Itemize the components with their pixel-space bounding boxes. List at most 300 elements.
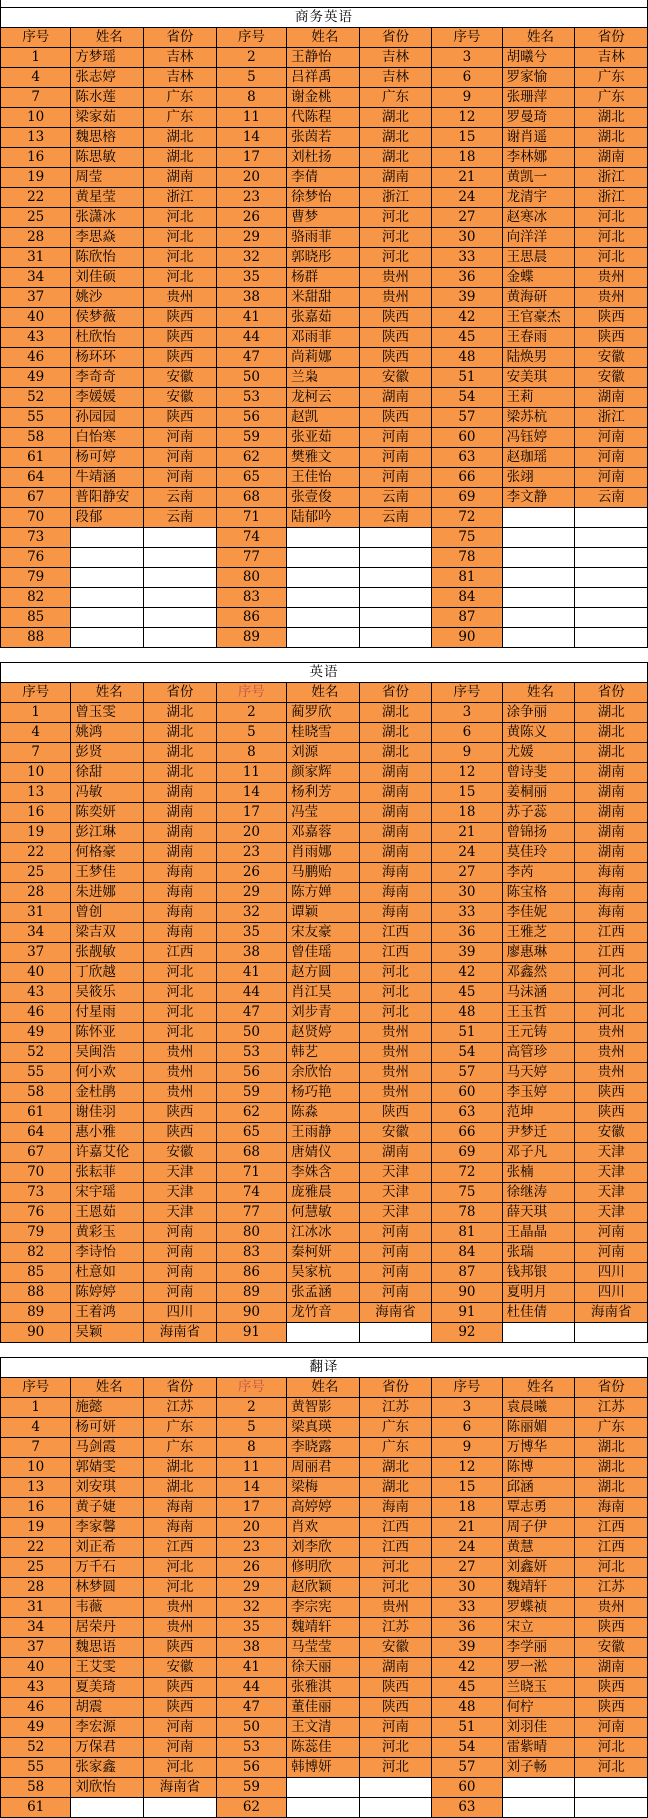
- cell-province[interactable]: 贵州: [359, 1023, 432, 1043]
- cell-seq[interactable]: 26: [216, 208, 286, 228]
- cell-seq[interactable]: 66: [432, 1123, 502, 1143]
- cell-province[interactable]: 陕西: [359, 1698, 432, 1718]
- cell-seq[interactable]: 66: [432, 468, 502, 488]
- cell-seq[interactable]: 21: [432, 168, 502, 188]
- cell-seq[interactable]: 12: [432, 108, 502, 128]
- cell-province[interactable]: 河北: [144, 983, 217, 1003]
- cell-seq[interactable]: 49: [1, 368, 71, 388]
- cell-seq[interactable]: 29: [216, 1578, 286, 1598]
- cell-province[interactable]: 河南: [359, 1263, 432, 1283]
- cell-province[interactable]: 湖北: [144, 1478, 217, 1498]
- cell-province[interactable]: 陕西: [144, 308, 217, 328]
- cell-seq[interactable]: 73: [1, 528, 71, 548]
- cell-province[interactable]: 海南: [575, 903, 648, 923]
- cell-province[interactable]: 陕西: [359, 348, 432, 368]
- cell-province[interactable]: 湖南: [359, 843, 432, 863]
- cell-seq[interactable]: 91: [216, 1323, 286, 1343]
- cell-province[interactable]: 海南: [359, 883, 432, 903]
- cell-province[interactable]: 陕西: [575, 308, 648, 328]
- cell-seq[interactable]: 61: [1, 1103, 71, 1123]
- cell-name[interactable]: 姜桐丽: [502, 783, 575, 803]
- cell-seq[interactable]: 58: [1, 428, 71, 448]
- cell-seq[interactable]: 8: [216, 88, 286, 108]
- cell-province[interactable]: 贵州: [144, 1043, 217, 1063]
- cell-seq[interactable]: 23: [216, 1538, 286, 1558]
- cell-name[interactable]: 杨可婷: [71, 448, 144, 468]
- cell-province[interactable]: 陕西: [575, 1103, 648, 1123]
- cell-seq[interactable]: 39: [432, 943, 502, 963]
- cell-province[interactable]: 云南: [144, 508, 217, 528]
- cell-province[interactable]: [575, 588, 648, 608]
- cell-province[interactable]: 陕西: [359, 1678, 432, 1698]
- cell-seq[interactable]: 68: [216, 488, 286, 508]
- cell-seq[interactable]: 69: [432, 488, 502, 508]
- cell-seq[interactable]: 19: [1, 168, 71, 188]
- cell-seq[interactable]: 41: [216, 963, 286, 983]
- cell-seq[interactable]: 74: [216, 1183, 286, 1203]
- cell-province[interactable]: 江西: [144, 943, 217, 963]
- cell-seq[interactable]: 18: [432, 1498, 502, 1518]
- cell-province[interactable]: 安徽: [144, 368, 217, 388]
- cell-name[interactable]: 肖雨娜: [287, 843, 360, 863]
- cell-name[interactable]: 冯敏: [71, 783, 144, 803]
- cell-province[interactable]: 湖南: [144, 843, 217, 863]
- cell-seq[interactable]: 32: [216, 903, 286, 923]
- cell-province[interactable]: 河北: [359, 983, 432, 1003]
- cell-name[interactable]: 庞雅晨: [287, 1183, 360, 1203]
- cell-seq[interactable]: 5: [216, 1418, 286, 1438]
- cell-seq[interactable]: 44: [216, 328, 286, 348]
- cell-name[interactable]: 李奇奇: [71, 368, 144, 388]
- cell-name[interactable]: 魏靖轩: [502, 1578, 575, 1598]
- cell-seq[interactable]: 54: [432, 1043, 502, 1063]
- cell-seq[interactable]: 46: [1, 1698, 71, 1718]
- cell-province[interactable]: 四川: [575, 1263, 648, 1283]
- cell-seq[interactable]: 10: [1, 1458, 71, 1478]
- cell-name[interactable]: 龙柯云: [287, 388, 360, 408]
- cell-name[interactable]: 丁欣越: [71, 963, 144, 983]
- cell-province[interactable]: 河北: [359, 1558, 432, 1578]
- header-province[interactable]: 省份: [144, 683, 217, 703]
- cell-province[interactable]: 广东: [359, 88, 432, 108]
- cell-seq[interactable]: 19: [1, 823, 71, 843]
- section-gap[interactable]: [1, 1343, 648, 1358]
- cell-province[interactable]: 贵州: [575, 1023, 648, 1043]
- cell-name[interactable]: 周丽君: [287, 1458, 360, 1478]
- cell-province[interactable]: 湖北: [359, 723, 432, 743]
- cell-province[interactable]: 贵州: [144, 1598, 217, 1618]
- cell-name[interactable]: 马莹莹: [287, 1638, 360, 1658]
- cell-seq[interactable]: 13: [1, 128, 71, 148]
- cell-province[interactable]: 天津: [575, 1163, 648, 1183]
- cell-seq[interactable]: 53: [216, 388, 286, 408]
- cell-seq[interactable]: 40: [1, 308, 71, 328]
- cell-name[interactable]: 王元铸: [502, 1023, 575, 1043]
- cell-seq[interactable]: 1: [1, 703, 71, 723]
- cell-province[interactable]: 河北: [359, 1003, 432, 1023]
- cell-name[interactable]: 张靓敏: [71, 943, 144, 963]
- cell-province[interactable]: 河北: [575, 208, 648, 228]
- cell-seq[interactable]: 20: [216, 823, 286, 843]
- cell-seq[interactable]: 90: [432, 1283, 502, 1303]
- cell-seq[interactable]: 81: [432, 1223, 502, 1243]
- cell-province[interactable]: 海南省: [144, 1323, 217, 1343]
- cell-province[interactable]: 贵州: [359, 288, 432, 308]
- cell-seq[interactable]: 36: [432, 1618, 502, 1638]
- cell-name[interactable]: 刘正希: [71, 1538, 144, 1558]
- cell-province[interactable]: [359, 588, 432, 608]
- cell-province[interactable]: 天津: [575, 1143, 648, 1163]
- cell-seq[interactable]: 15: [432, 1478, 502, 1498]
- cell-seq[interactable]: 25: [1, 863, 71, 883]
- cell-seq[interactable]: 47: [216, 1698, 286, 1718]
- cell-seq[interactable]: 89: [1, 1303, 71, 1323]
- cell-name[interactable]: 徐甜: [71, 763, 144, 783]
- cell-name[interactable]: 宋宇瑶: [71, 1183, 144, 1203]
- cell-name[interactable]: 王春雨: [502, 328, 575, 348]
- cell-name[interactable]: 董佳丽: [287, 1698, 360, 1718]
- cell-province[interactable]: [359, 1778, 432, 1798]
- cell-name[interactable]: 金杜鹃: [71, 1083, 144, 1103]
- cell-name[interactable]: 徐梦怡: [287, 188, 360, 208]
- cell-name[interactable]: 尹梦迁: [502, 1123, 575, 1143]
- cell-seq[interactable]: 2: [216, 703, 286, 723]
- cell-province[interactable]: 湖南: [575, 783, 648, 803]
- cell-province[interactable]: 安徽: [575, 348, 648, 368]
- cell-name[interactable]: [287, 1778, 360, 1798]
- cell-seq[interactable]: 4: [1, 723, 71, 743]
- cell-province[interactable]: 湖北: [575, 1478, 648, 1498]
- cell-name[interactable]: 林梦圆: [71, 1578, 144, 1598]
- cell-name[interactable]: 钱邦银: [502, 1263, 575, 1283]
- cell-province[interactable]: 天津: [359, 1183, 432, 1203]
- cell-name[interactable]: 刘佳硕: [71, 268, 144, 288]
- cell-province[interactable]: 云南: [575, 488, 648, 508]
- cell-name[interactable]: 黄星莹: [71, 188, 144, 208]
- cell-name[interactable]: 赵寒冰: [502, 208, 575, 228]
- cell-name[interactable]: 彭江琳: [71, 823, 144, 843]
- header-name[interactable]: 姓名: [287, 683, 360, 703]
- cell-province[interactable]: 天津: [359, 1163, 432, 1183]
- cell-province[interactable]: 湖北: [575, 1458, 648, 1478]
- cell-name[interactable]: 李玉婷: [502, 1083, 575, 1103]
- cell-province[interactable]: 江西: [575, 923, 648, 943]
- cell-seq[interactable]: 72: [432, 1163, 502, 1183]
- cell-province[interactable]: 湖北: [359, 148, 432, 168]
- cell-seq[interactable]: 85: [1, 1263, 71, 1283]
- header-name[interactable]: 姓名: [502, 28, 575, 48]
- cell-name[interactable]: [71, 528, 144, 548]
- cell-seq[interactable]: 63: [432, 1798, 502, 1818]
- cell-province[interactable]: 贵州: [144, 288, 217, 308]
- cell-province[interactable]: [575, 1798, 648, 1818]
- cell-province[interactable]: [575, 1323, 648, 1343]
- cell-seq[interactable]: 14: [216, 783, 286, 803]
- cell-province[interactable]: 安徽: [359, 1638, 432, 1658]
- cell-province[interactable]: 浙江: [575, 408, 648, 428]
- cell-province[interactable]: 贵州: [359, 268, 432, 288]
- cell-seq[interactable]: 51: [432, 368, 502, 388]
- cell-name[interactable]: [502, 608, 575, 628]
- cell-seq[interactable]: 10: [1, 763, 71, 783]
- cell-province[interactable]: 湖北: [575, 108, 648, 128]
- cell-seq[interactable]: 88: [1, 1283, 71, 1303]
- cell-seq[interactable]: 49: [1, 1718, 71, 1738]
- cell-name[interactable]: 王艾雯: [71, 1658, 144, 1678]
- cell-name[interactable]: 苏子蕊: [502, 803, 575, 823]
- cell-name[interactable]: 居荣丹: [71, 1618, 144, 1638]
- cell-province[interactable]: 湖南: [575, 843, 648, 863]
- cell-seq[interactable]: 33: [432, 1598, 502, 1618]
- header-province[interactable]: 省份: [575, 1378, 648, 1398]
- cell-seq[interactable]: 67: [1, 488, 71, 508]
- cell-province[interactable]: 河南: [575, 1243, 648, 1263]
- cell-seq[interactable]: 7: [1, 1438, 71, 1458]
- cell-province[interactable]: 江西: [575, 1518, 648, 1538]
- cell-province[interactable]: 河南: [144, 1718, 217, 1738]
- cell-seq[interactable]: 67: [1, 1143, 71, 1163]
- cell-province[interactable]: 河北: [359, 1758, 432, 1778]
- cell-name[interactable]: 谭颖: [287, 903, 360, 923]
- cell-name[interactable]: 李媛媛: [71, 388, 144, 408]
- cell-name[interactable]: 代陈程: [287, 108, 360, 128]
- cell-name[interactable]: 宋立: [502, 1618, 575, 1638]
- cell-name[interactable]: 陈怀亚: [71, 1023, 144, 1043]
- cell-province[interactable]: 河北: [359, 963, 432, 983]
- cell-province[interactable]: 湖北: [144, 128, 217, 148]
- cell-name[interactable]: 陈方婵: [287, 883, 360, 903]
- cell-seq[interactable]: 43: [1, 328, 71, 348]
- cell-seq[interactable]: 56: [216, 408, 286, 428]
- cell-province[interactable]: [144, 1798, 217, 1818]
- cell-name[interactable]: 王莉: [502, 388, 575, 408]
- cell-name[interactable]: 姚鸿: [71, 723, 144, 743]
- cell-name[interactable]: 张翊: [502, 468, 575, 488]
- cell-seq[interactable]: 22: [1, 843, 71, 863]
- cell-name[interactable]: 姚沙: [71, 288, 144, 308]
- cell-seq[interactable]: 26: [216, 863, 286, 883]
- cell-seq[interactable]: 45: [432, 328, 502, 348]
- cell-province[interactable]: 浙江: [144, 188, 217, 208]
- cell-name[interactable]: [287, 588, 360, 608]
- cell-name[interactable]: 陈博: [502, 1458, 575, 1478]
- cell-name[interactable]: 张雅淇: [287, 1678, 360, 1698]
- cell-seq[interactable]: 48: [432, 1003, 502, 1023]
- cell-province[interactable]: 河北: [144, 963, 217, 983]
- cell-seq[interactable]: 35: [216, 923, 286, 943]
- cell-name[interactable]: 许嘉艾伦: [71, 1143, 144, 1163]
- cell-province[interactable]: 江苏: [359, 1398, 432, 1418]
- cell-province[interactable]: 海南: [144, 1518, 217, 1538]
- cell-province[interactable]: 贵州: [575, 1063, 648, 1083]
- cell-name[interactable]: 江冰冰: [287, 1223, 360, 1243]
- cell-name[interactable]: 罗家愉: [502, 68, 575, 88]
- cell-name[interactable]: 张孟涵: [287, 1283, 360, 1303]
- cell-name[interactable]: 陈婷婷: [71, 1283, 144, 1303]
- cell-province[interactable]: 河北: [359, 208, 432, 228]
- cell-name[interactable]: 薛天琪: [502, 1203, 575, 1223]
- cell-seq[interactable]: 17: [216, 803, 286, 823]
- cell-seq[interactable]: 30: [432, 883, 502, 903]
- cell-seq[interactable]: 78: [432, 1203, 502, 1223]
- cell-name[interactable]: 普阳静安: [71, 488, 144, 508]
- cell-name[interactable]: [287, 568, 360, 588]
- cell-seq[interactable]: 37: [1, 288, 71, 308]
- cell-name[interactable]: 白怡寒: [71, 428, 144, 448]
- cell-province[interactable]: 湖北: [144, 763, 217, 783]
- cell-province[interactable]: 湖南: [575, 803, 648, 823]
- cell-province[interactable]: 湖北: [359, 128, 432, 148]
- cell-name[interactable]: 张家鑫: [71, 1758, 144, 1778]
- cell-province[interactable]: 河南: [575, 428, 648, 448]
- cell-seq[interactable]: 15: [432, 128, 502, 148]
- cell-province[interactable]: 贵州: [144, 1618, 217, 1638]
- cell-seq[interactable]: 90: [432, 628, 502, 648]
- cell-name[interactable]: 蔺罗欣: [287, 703, 360, 723]
- cell-seq[interactable]: 63: [432, 1103, 502, 1123]
- cell-seq[interactable]: 30: [432, 1578, 502, 1598]
- cell-name[interactable]: 王晶晶: [502, 1223, 575, 1243]
- cell-name[interactable]: 安美琪: [502, 368, 575, 388]
- cell-province[interactable]: 安徽: [144, 1658, 217, 1678]
- cell-seq[interactable]: 70: [1, 508, 71, 528]
- cell-seq[interactable]: 78: [432, 548, 502, 568]
- cell-province[interactable]: 安徽: [359, 1123, 432, 1143]
- cell-name[interactable]: 李家馨: [71, 1518, 144, 1538]
- cell-province[interactable]: 河北: [144, 248, 217, 268]
- cell-seq[interactable]: 45: [432, 983, 502, 1003]
- cell-province[interactable]: 河南: [359, 448, 432, 468]
- cell-name[interactable]: 魏思榕: [71, 128, 144, 148]
- cell-seq[interactable]: 17: [216, 148, 286, 168]
- cell-province[interactable]: 湖北: [144, 723, 217, 743]
- cell-seq[interactable]: 31: [1, 903, 71, 923]
- cell-name[interactable]: 陈丽媚: [502, 1418, 575, 1438]
- cell-name[interactable]: 马鹏贻: [287, 863, 360, 883]
- cell-seq[interactable]: 92: [432, 1323, 502, 1343]
- cell-seq[interactable]: 84: [432, 588, 502, 608]
- cell-province[interactable]: 湖南: [575, 148, 648, 168]
- cell-name[interactable]: [502, 528, 575, 548]
- header-province[interactable]: 省份: [359, 683, 432, 703]
- cell-seq[interactable]: 87: [432, 608, 502, 628]
- cell-province[interactable]: 江苏: [575, 1398, 648, 1418]
- cell-province[interactable]: [144, 548, 217, 568]
- cell-name[interactable]: 刘羽佳: [502, 1718, 575, 1738]
- cell-seq[interactable]: 28: [1, 228, 71, 248]
- cell-seq[interactable]: 38: [216, 288, 286, 308]
- cell-name[interactable]: 陈欣怡: [71, 248, 144, 268]
- header-seq[interactable]: 序号: [216, 683, 286, 703]
- cell-seq[interactable]: 60: [432, 428, 502, 448]
- cell-seq[interactable]: 46: [1, 1003, 71, 1023]
- cell-seq[interactable]: 72: [432, 508, 502, 528]
- cell-seq[interactable]: 52: [1, 388, 71, 408]
- cell-name[interactable]: [71, 568, 144, 588]
- cell-province[interactable]: 陕西: [359, 408, 432, 428]
- cell-name[interactable]: 罗曼琦: [502, 108, 575, 128]
- cell-seq[interactable]: 82: [1, 1243, 71, 1263]
- cell-seq[interactable]: 57: [432, 408, 502, 428]
- cell-name[interactable]: 李芮: [502, 863, 575, 883]
- cell-name[interactable]: 王文清: [287, 1718, 360, 1738]
- cell-seq[interactable]: 1: [1, 1398, 71, 1418]
- cell-seq[interactable]: 13: [1, 1478, 71, 1498]
- header-name[interactable]: 姓名: [71, 1378, 144, 1398]
- cell-seq[interactable]: 64: [1, 1123, 71, 1143]
- cell-seq[interactable]: 6: [432, 1418, 502, 1438]
- cell-seq[interactable]: 28: [1, 1578, 71, 1598]
- cell-seq[interactable]: 71: [216, 508, 286, 528]
- cell-province[interactable]: 吉林: [359, 68, 432, 88]
- cell-name[interactable]: 雷紫晴: [502, 1738, 575, 1758]
- header-name[interactable]: 姓名: [502, 1378, 575, 1398]
- cell-name[interactable]: 何柠: [502, 1698, 575, 1718]
- cell-province[interactable]: 河南: [575, 468, 648, 488]
- header-seq[interactable]: 序号: [1, 1378, 71, 1398]
- cell-name[interactable]: 米甜甜: [287, 288, 360, 308]
- cell-province[interactable]: 河北: [575, 228, 648, 248]
- cell-province[interactable]: 天津: [359, 1203, 432, 1223]
- cell-province[interactable]: 吉林: [359, 48, 432, 68]
- cell-seq[interactable]: 12: [432, 763, 502, 783]
- cell-name[interactable]: 周莹: [71, 168, 144, 188]
- cell-province[interactable]: 贵州: [575, 288, 648, 308]
- cell-name[interactable]: 杜佳倩: [502, 1303, 575, 1323]
- cell-seq[interactable]: 74: [216, 528, 286, 548]
- cell-seq[interactable]: 17: [216, 1498, 286, 1518]
- cell-seq[interactable]: 77: [216, 548, 286, 568]
- top-spacer-cell[interactable]: [1, 0, 648, 8]
- cell-province[interactable]: 贵州: [359, 1043, 432, 1063]
- cell-name[interactable]: [287, 1323, 360, 1343]
- cell-name[interactable]: 张楠: [502, 1163, 575, 1183]
- cell-name[interactable]: 朱进娜: [71, 883, 144, 903]
- cell-name[interactable]: 黄智影: [287, 1398, 360, 1418]
- cell-province[interactable]: 河南: [359, 428, 432, 448]
- cell-seq[interactable]: 61: [1, 448, 71, 468]
- cell-province[interactable]: 河北: [575, 1003, 648, 1023]
- cell-province[interactable]: [359, 568, 432, 588]
- cell-province[interactable]: 天津: [144, 1183, 217, 1203]
- cell-province[interactable]: 广东: [575, 68, 648, 88]
- cell-seq[interactable]: 26: [216, 1558, 286, 1578]
- cell-name[interactable]: 何慧敏: [287, 1203, 360, 1223]
- cell-province[interactable]: 浙江: [359, 188, 432, 208]
- cell-name[interactable]: 杜欣怡: [71, 328, 144, 348]
- cell-seq[interactable]: 33: [432, 903, 502, 923]
- cell-name[interactable]: 王思晨: [502, 248, 575, 268]
- cell-name[interactable]: 廖惠琳: [502, 943, 575, 963]
- cell-name[interactable]: 陈奕妍: [71, 803, 144, 823]
- cell-name[interactable]: 邓鑫然: [502, 963, 575, 983]
- cell-province[interactable]: [144, 588, 217, 608]
- cell-name[interactable]: 李林娜: [502, 148, 575, 168]
- cell-name[interactable]: 李佳妮: [502, 903, 575, 923]
- cell-province[interactable]: 湖南: [575, 1658, 648, 1678]
- cell-seq[interactable]: 69: [432, 1143, 502, 1163]
- cell-name[interactable]: 兰晓玉: [502, 1678, 575, 1698]
- cell-province[interactable]: 天津: [144, 1163, 217, 1183]
- cell-province[interactable]: 河南: [144, 448, 217, 468]
- cell-seq[interactable]: 3: [432, 1398, 502, 1418]
- cell-seq[interactable]: 76: [1, 1203, 71, 1223]
- cell-province[interactable]: 江苏: [359, 1618, 432, 1638]
- cell-name[interactable]: 龙清宇: [502, 188, 575, 208]
- cell-seq[interactable]: 41: [216, 308, 286, 328]
- cell-name[interactable]: 郭晓彤: [287, 248, 360, 268]
- cell-name[interactable]: 王雅芝: [502, 923, 575, 943]
